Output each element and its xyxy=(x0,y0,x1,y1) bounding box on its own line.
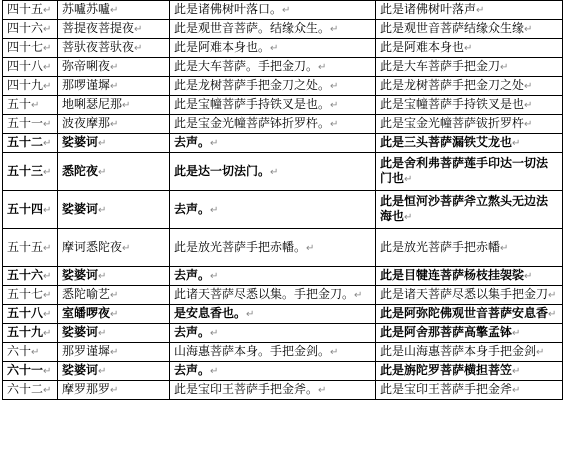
paragraph-mark: ↵ xyxy=(524,24,533,35)
paragraph-mark: ↵ xyxy=(330,81,339,92)
row-number-cell xyxy=(3,343,58,362)
row-number: 五十 xyxy=(7,97,32,111)
paragraph-mark: ↵ xyxy=(330,119,339,130)
paragraph-mark: ↵ xyxy=(246,309,255,320)
description-cell xyxy=(170,134,376,153)
row-number-cell xyxy=(3,58,58,77)
table-row xyxy=(3,153,563,191)
description: 山海惠菩萨本身。手把金剑。 xyxy=(174,344,331,358)
paragraph-mark: ↵ xyxy=(110,119,119,130)
description: 去声。 xyxy=(174,268,211,282)
paragraph-mark: ↵ xyxy=(318,62,327,73)
row-number-cell xyxy=(3,229,58,267)
description-cell xyxy=(170,39,376,58)
row-number: 五十四 xyxy=(7,201,44,216)
description: 此是宝幢菩萨手持铁叉是也。 xyxy=(174,97,331,111)
paragraph-mark: ↵ xyxy=(330,24,339,35)
paragraph-mark: ↵ xyxy=(43,62,52,73)
paragraph-mark: ↵ xyxy=(500,242,509,254)
table-row xyxy=(3,324,563,343)
paragraph-mark: ↵ xyxy=(43,138,52,149)
table-row xyxy=(3,96,563,115)
mantra-phrase-cell xyxy=(58,1,170,20)
mantra-phrase-cell xyxy=(58,153,170,191)
description: 此是放光菩萨手把赤幡。 xyxy=(174,239,307,254)
paragraph-mark: ↵ xyxy=(476,5,485,16)
mantra-phrase: 波夜摩那 xyxy=(62,116,111,130)
table-row xyxy=(3,343,563,362)
paragraph-mark: ↵ xyxy=(330,347,339,358)
description: 此是龙树菩萨手把金刀之处。 xyxy=(174,78,331,92)
paragraph-mark: ↵ xyxy=(500,62,509,73)
mantra-phrase-cell xyxy=(58,20,170,39)
annotation-cell xyxy=(376,343,563,362)
paragraph-mark: ↵ xyxy=(43,166,52,178)
paragraph-mark: ↵ xyxy=(43,5,52,16)
mantra-phrase-cell xyxy=(58,362,170,381)
mantra-phrase: 悉陀喻艺 xyxy=(62,287,111,301)
table-row xyxy=(3,362,563,381)
mantra-phrase: 菩驮夜菩驮夜 xyxy=(62,40,135,54)
description-cell xyxy=(170,77,376,96)
paragraph-mark: ↵ xyxy=(43,290,52,301)
paragraph-mark: ↵ xyxy=(43,24,52,35)
annotation: 此是阿弥陀佛观世音菩萨安息香 xyxy=(380,306,549,320)
description: 此是大车菩萨。手把金刀。 xyxy=(174,59,319,73)
mantra-phrase-cell xyxy=(58,134,170,153)
description-cell xyxy=(170,58,376,77)
mantra-phrase-cell xyxy=(58,96,170,115)
row-number: 五十八 xyxy=(7,306,44,320)
table-row xyxy=(3,39,563,58)
paragraph-mark: ↵ xyxy=(43,43,52,54)
paragraph-mark: ↵ xyxy=(98,166,107,178)
description-cell xyxy=(170,191,376,229)
mantra-phrase-cell xyxy=(58,267,170,286)
paragraph-mark: ↵ xyxy=(210,204,219,216)
annotation: 此是山海惠菩萨本身手把金剑 xyxy=(380,344,537,358)
description: 此诸天菩萨尽悉以集。手把金刀。 xyxy=(174,287,355,301)
annotation-cell xyxy=(376,362,563,381)
paragraph-mark: ↵ xyxy=(524,100,533,111)
description-cell xyxy=(170,20,376,39)
mantra-phrase-cell xyxy=(58,229,170,267)
mantra-phrase: 摩罗那罗 xyxy=(62,382,111,396)
paragraph-mark: ↵ xyxy=(548,290,557,301)
description: 此是达一切法门。 xyxy=(174,163,271,178)
paragraph-mark: ↵ xyxy=(548,309,557,320)
paragraph-mark: ↵ xyxy=(98,366,107,377)
description: 去声。 xyxy=(174,325,211,339)
table-row xyxy=(3,267,563,286)
annotation-cell xyxy=(376,324,563,343)
paragraph-mark: ↵ xyxy=(110,81,119,92)
row-number-cell xyxy=(3,153,58,191)
mantra-table xyxy=(2,0,563,400)
paragraph-mark: ↵ xyxy=(110,347,119,358)
paragraph-mark: ↵ xyxy=(134,43,143,54)
mantra-phrase: 娑婆诃 xyxy=(62,201,99,216)
table-body xyxy=(3,1,563,400)
mantra-phrase-cell xyxy=(58,39,170,58)
description: 此是阿难本身也。 xyxy=(174,40,271,54)
description-cell xyxy=(170,381,376,400)
row-number-cell xyxy=(3,77,58,96)
row-number-cell xyxy=(3,191,58,229)
paragraph-mark: ↵ xyxy=(43,366,52,377)
paragraph-mark: ↵ xyxy=(43,328,52,339)
table-row xyxy=(3,229,563,267)
paragraph-mark: ↵ xyxy=(330,100,339,111)
annotation: 此是三头菩萨漏铁艾龙也 xyxy=(380,135,513,149)
paragraph-mark: ↵ xyxy=(512,138,521,149)
description: 此是宝金光幢菩萨钵折罗杵。 xyxy=(174,116,331,130)
annotation-cell xyxy=(376,77,563,96)
mantra-phrase-cell xyxy=(58,343,170,362)
annotation-cell xyxy=(376,305,563,324)
description-cell xyxy=(170,305,376,324)
paragraph-mark: ↵ xyxy=(210,271,219,282)
annotation: 此是阿舍那菩萨高擎孟钵 xyxy=(380,325,513,339)
paragraph-mark: ↵ xyxy=(110,62,119,73)
row-number-cell xyxy=(3,20,58,39)
annotation-cell xyxy=(376,381,563,400)
annotation-cell xyxy=(376,115,563,134)
description-cell xyxy=(170,324,376,343)
paragraph-mark: ↵ xyxy=(98,271,107,282)
paragraph-mark: ↵ xyxy=(306,242,315,254)
description-cell xyxy=(170,153,376,191)
mantra-phrase: 娑婆诃 xyxy=(62,363,99,377)
row-number-cell xyxy=(3,324,58,343)
mantra-phrase: 摩诃悉陀夜 xyxy=(62,239,123,254)
row-number: 五十二 xyxy=(7,135,44,149)
description: 去声。 xyxy=(174,201,211,216)
paragraph-mark: ↵ xyxy=(524,271,533,282)
paragraph-mark: ↵ xyxy=(282,5,291,16)
annotation: 此是诸佛树叶落声 xyxy=(380,2,477,16)
paragraph-mark: ↵ xyxy=(210,138,219,149)
annotation-cell xyxy=(376,1,563,20)
mantra-phrase-cell xyxy=(58,324,170,343)
paragraph-mark: ↵ xyxy=(110,5,119,16)
paragraph-mark: ↵ xyxy=(43,119,52,130)
paragraph-mark: ↵ xyxy=(536,347,545,358)
annotation: 此是宝金光幢菩萨钹折罗杵 xyxy=(380,116,525,130)
annotation-cell xyxy=(376,229,563,267)
mantra-phrase-cell xyxy=(58,286,170,305)
mantra-phrase: 苏嚧苏嚧 xyxy=(62,2,111,16)
row-number-cell xyxy=(3,1,58,20)
paragraph-mark: ↵ xyxy=(110,309,119,320)
mantra-phrase: 菩提夜菩提夜 xyxy=(62,21,135,35)
mantra-phrase: 那啰谨墀 xyxy=(62,78,111,92)
paragraph-mark: ↵ xyxy=(354,290,363,301)
annotation-cell xyxy=(376,267,563,286)
row-number: 五十五 xyxy=(7,239,44,254)
mantra-phrase: 弥帝唎夜 xyxy=(62,59,111,73)
annotation-cell xyxy=(376,39,563,58)
description: 此是宝印王菩萨手把金斧。 xyxy=(174,382,319,396)
paragraph-mark: ↵ xyxy=(110,385,119,396)
table-row xyxy=(3,134,563,153)
row-number-cell xyxy=(3,267,58,286)
row-number: 六十 xyxy=(7,344,32,358)
annotation: 此是宝幢菩萨手持铁叉是也 xyxy=(380,97,525,111)
description-cell xyxy=(170,362,376,381)
row-number-cell xyxy=(3,381,58,400)
annotation-cell xyxy=(376,20,563,39)
description-cell xyxy=(170,286,376,305)
mantra-phrase-cell xyxy=(58,381,170,400)
table-row xyxy=(3,286,563,305)
mantra-phrase: 那罗谨墀 xyxy=(62,344,111,358)
paragraph-mark: ↵ xyxy=(31,347,40,358)
description: 是安息香也。 xyxy=(174,306,247,320)
description-cell xyxy=(170,96,376,115)
paragraph-mark: ↵ xyxy=(110,290,119,301)
annotation-cell xyxy=(376,58,563,77)
paragraph-mark: ↵ xyxy=(270,43,279,54)
paragraph-mark: ↵ xyxy=(512,366,521,377)
mantra-phrase-cell xyxy=(58,115,170,134)
annotation: 此是观世音菩萨结缘众生缘 xyxy=(380,21,525,35)
mantra-phrase-cell xyxy=(58,58,170,77)
row-number-cell xyxy=(3,305,58,324)
paragraph-mark: ↵ xyxy=(31,100,40,111)
row-number: 五十六 xyxy=(7,268,44,282)
mantra-phrase: 娑婆诃 xyxy=(62,268,99,282)
annotation-cell xyxy=(376,96,563,115)
row-number: 五十三 xyxy=(7,163,44,178)
description-cell xyxy=(170,1,376,20)
annotation-cell xyxy=(376,286,563,305)
mantra-phrase-cell xyxy=(58,191,170,229)
mantra-phrase: 室皤啰夜 xyxy=(62,306,111,320)
annotation: 此是放光菩萨手把赤幡 xyxy=(380,239,501,254)
annotation: 此是目犍连菩萨杨枝挂袈裟 xyxy=(380,268,525,282)
row-number-cell xyxy=(3,96,58,115)
table-row xyxy=(3,58,563,77)
annotation-cell xyxy=(376,153,563,191)
paragraph-mark: ↵ xyxy=(210,328,219,339)
description-cell xyxy=(170,267,376,286)
paragraph-mark: ↵ xyxy=(43,81,52,92)
paragraph-mark: ↵ xyxy=(122,100,131,111)
row-number-cell xyxy=(3,39,58,58)
paragraph-mark: ↵ xyxy=(134,24,143,35)
row-number: 四十七 xyxy=(7,40,44,54)
row-number: 五十七 xyxy=(7,287,44,301)
annotation: 此是宝印王菩萨手把金斧 xyxy=(380,382,513,396)
paragraph-mark: ↵ xyxy=(512,328,521,339)
annotation-cell xyxy=(376,191,563,229)
description: 去声。 xyxy=(174,135,211,149)
paragraph-mark: ↵ xyxy=(524,119,533,130)
description: 去声。 xyxy=(174,363,211,377)
paragraph-mark: ↵ xyxy=(122,242,131,254)
paragraph-mark: ↵ xyxy=(98,328,107,339)
mantra-phrase: 地唎瑟尼那 xyxy=(62,97,123,111)
paragraph-mark: ↵ xyxy=(43,271,52,282)
description: 此是诸佛树叶落口。 xyxy=(174,2,283,16)
paragraph-mark: ↵ xyxy=(404,212,413,223)
annotation: 此是旃陀罗菩萨横担菩笠 xyxy=(380,363,513,377)
paragraph-mark: ↵ xyxy=(524,81,533,92)
paragraph-mark: ↵ xyxy=(43,309,52,320)
mantra-phrase-cell xyxy=(58,305,170,324)
row-number-cell xyxy=(3,362,58,381)
annotation: 此是诸天菩萨尽悉以集手把金刀 xyxy=(380,287,549,301)
paragraph-mark: ↵ xyxy=(43,242,52,254)
annotation: 此是舍利弗菩萨莲手印达一切法门也 xyxy=(380,156,549,185)
row-number: 六十二 xyxy=(7,382,44,396)
paragraph-mark: ↵ xyxy=(404,174,413,185)
description-cell xyxy=(170,343,376,362)
mantra-phrase: 娑婆诃 xyxy=(62,135,99,149)
table-row xyxy=(3,381,563,400)
paragraph-mark: ↵ xyxy=(512,385,521,396)
mantra-phrase: 悉陀夜 xyxy=(62,163,99,178)
mantra-phrase: 娑婆诃 xyxy=(62,325,99,339)
table-row xyxy=(3,77,563,96)
paragraph-mark: ↵ xyxy=(98,204,107,216)
row-number-cell xyxy=(3,115,58,134)
annotation: 此是龙树菩萨手把金刀之处 xyxy=(380,78,525,92)
row-number: 六十一 xyxy=(7,363,44,377)
row-number: 五十九 xyxy=(7,325,44,339)
description: 此是观世音菩萨。结缘众生。 xyxy=(174,21,331,35)
paragraph-mark: ↵ xyxy=(270,166,279,178)
row-number-cell xyxy=(3,134,58,153)
row-number: 四十九 xyxy=(7,78,44,92)
paragraph-mark: ↵ xyxy=(210,366,219,377)
row-number: 四十八 xyxy=(7,59,44,73)
table-row xyxy=(3,191,563,229)
table-row xyxy=(3,305,563,324)
paragraph-mark: ↵ xyxy=(98,138,107,149)
row-number-cell xyxy=(3,286,58,305)
description-cell xyxy=(170,229,376,267)
row-number: 四十五 xyxy=(7,2,44,16)
paragraph-mark: ↵ xyxy=(43,385,52,396)
row-number: 四十六 xyxy=(7,21,44,35)
table-row xyxy=(3,1,563,20)
annotation: 此是阿难本身也 xyxy=(380,40,465,54)
annotation: 此是大车菩萨手把金刀 xyxy=(380,59,501,73)
paragraph-mark: ↵ xyxy=(43,204,52,216)
annotation: 此是恒河沙菩萨斧立熬头无边法海也 xyxy=(380,194,549,223)
description-cell xyxy=(170,115,376,134)
table-row xyxy=(3,20,563,39)
annotation-cell xyxy=(376,134,563,153)
table-row xyxy=(3,115,563,134)
paragraph-mark: ↵ xyxy=(464,43,473,54)
mantra-phrase-cell xyxy=(58,77,170,96)
row-number: 五十一 xyxy=(7,116,44,130)
paragraph-mark: ↵ xyxy=(318,385,327,396)
